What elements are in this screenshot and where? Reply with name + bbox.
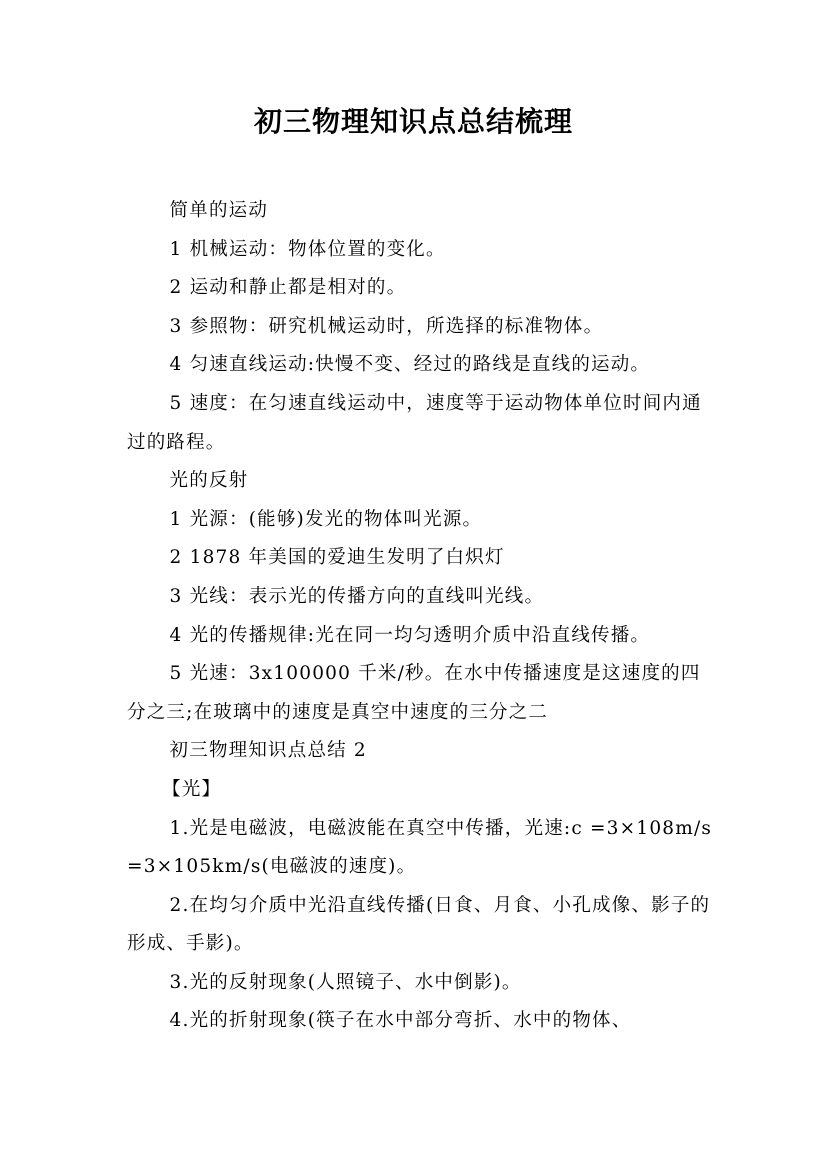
section-heading-light-reflection: 光的反射 [169, 470, 249, 492]
paragraph: 3 光线：表示光的传播方向的直线叫光线。 [169, 585, 545, 607]
section-heading-simple-motion: 简单的运动 [169, 200, 269, 221]
paragraph: 3.光的反射现象(人照镜子、水中倒影)。 [169, 971, 522, 993]
paragraph: 5 速度：在匀速直线运动中，速度等于运动物体单位时间内通过的路程。 [127, 392, 702, 453]
section-heading-light: 【光】 [162, 778, 222, 800]
paragraph: 1 机械运动：物体位置的变化。 [169, 238, 446, 260]
document-body [127, 192, 717, 1041]
section-heading-summary-2: 初三物理知识点总结 2 [169, 740, 367, 762]
paragraph: 1 光源：(能够)发光的物体叫光源。 [169, 508, 483, 530]
paragraph: 1.光是电磁波，电磁波能在真空中传播，光速:c =3×108m/s =3×105km/s(电磁波的速度)。 [127, 817, 713, 878]
paragraph: 4.光的折射现象(筷子在水中部分弯折、水中的物体、 [169, 1010, 632, 1032]
paragraph: 4 光的传播规律:光在同一均匀透明介质中沿直线传播。 [169, 624, 651, 646]
document-title: 初三物理知识点总结梳理 [253, 105, 573, 138]
paragraph: 5 光速：3x100000 千米/秒。在水中传播速度是这速度的四分之三;在玻璃中的速度是真空中速度的三分之二 [127, 663, 701, 723]
paragraph: 2 1878 年美国的爱迪生发明了白炽灯 [169, 547, 505, 569]
paragraph: 2 运动和静止都是相对的。 [169, 277, 407, 299]
paragraph: 3 参照物：研究机械运动时，所选择的标准物体。 [169, 315, 604, 337]
paragraph: 2.在均匀介质中光沿直线传播(日食、月食、小孔成像、影子的形成、手影)。 [127, 894, 711, 955]
paragraph: 4 匀速直线运动:快慢不变、经过的路线是直线的运动。 [169, 354, 651, 376]
